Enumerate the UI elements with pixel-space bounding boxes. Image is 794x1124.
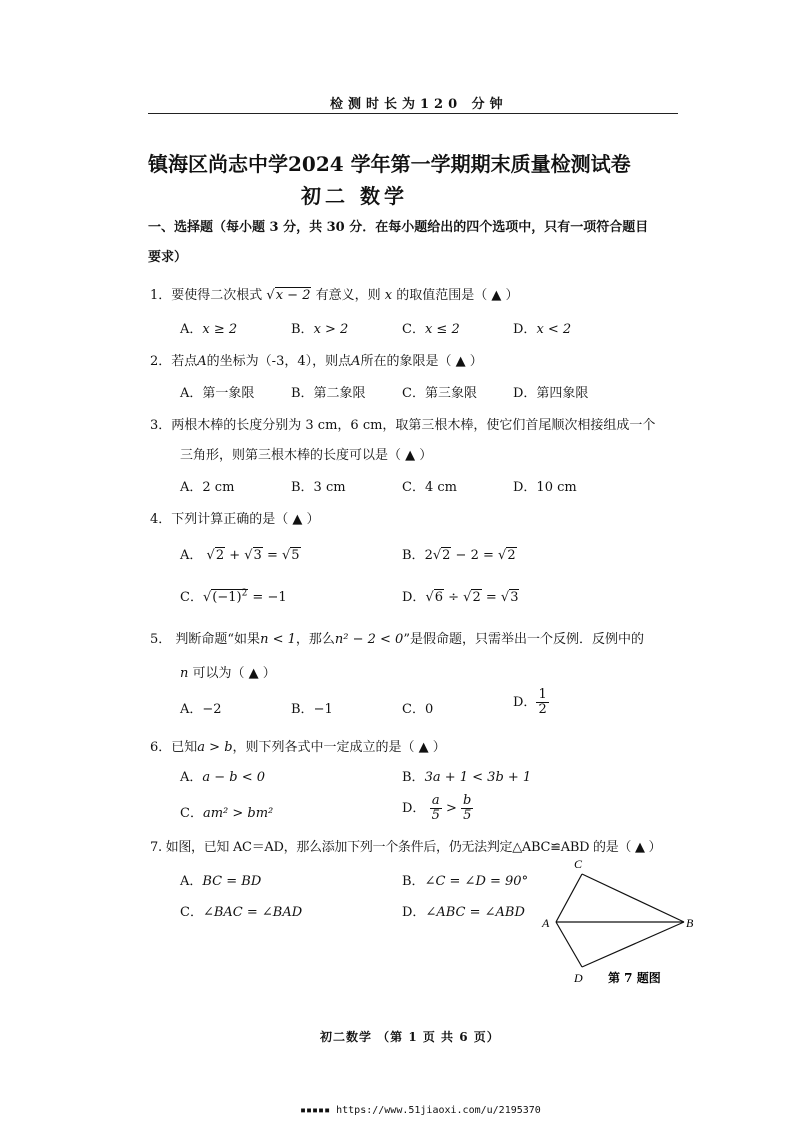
question-3-line2: 三角形，则第三根木棒的长度可以是（ ▲ ） xyxy=(180,448,433,463)
q2-option-b: B．第二象限 xyxy=(291,386,366,401)
fig-label-d: D xyxy=(574,971,583,985)
q3-option-d: D．10 cm xyxy=(513,480,577,495)
question-3-line1: 3．两根木棒的长度分别为 3 cm，6 cm，取第三根木棒，使它们首尾顺次相接组成一个 xyxy=(150,418,656,433)
q7-figure xyxy=(536,852,706,992)
question-2-stem: 2．若点A的坐标为（-3，4），则点A所在的象限是（ ▲ ） xyxy=(150,354,483,369)
q6-option-c: C．am² > bm² xyxy=(180,806,274,821)
q1-option-a: A．x ≥ 2 xyxy=(180,322,238,337)
section-heading-line2: 要求） xyxy=(148,250,188,265)
q3-option-a: A．2 cm xyxy=(180,480,235,495)
q5-option-b: B．−1 xyxy=(291,702,333,717)
q1-option-c: C．x ≤ 2 xyxy=(402,322,460,337)
q2-option-c: C．第三象限 xyxy=(402,386,477,401)
q5-option-c: C．0 xyxy=(402,702,434,717)
question-6-stem: 6．已知a > b，则下列各式中一定成立的是（ ▲ ） xyxy=(150,740,446,755)
q3-option-c: C．4 cm xyxy=(402,480,457,495)
q7-option-b: B．∠C = ∠D = 90° xyxy=(402,874,529,889)
fig-caption: 第 7 题图 xyxy=(608,971,661,985)
page-subtitle: 初二 数学 xyxy=(301,184,408,208)
q1-option-d: D．x < 2 xyxy=(513,322,572,337)
question-4-stem: 4．下列计算正确的是（ ▲ ） xyxy=(150,512,320,527)
page-title: 镇海区尚志中学2024 学年第一学期期末质量检测试卷 xyxy=(148,152,631,176)
q3-option-b: B．3 cm xyxy=(291,480,346,495)
section-heading-line1: 一、选择题（每小题 3 分，共 30 分．在每小题给出的四个选项中，只有一项符合题目 xyxy=(148,220,649,235)
q7-option-d: D．∠ABC = ∠ABD xyxy=(402,905,525,920)
fig-label-b: B xyxy=(686,916,694,930)
question-5-line1: 5． 判断命题“如果n < 1，那么n² − 2 < 0”是假命题，只需举出一个反例．反例中的 xyxy=(150,632,644,647)
q4-option-b: B．2√2 − 2 = √2 xyxy=(402,548,516,563)
header-rule xyxy=(148,113,678,114)
q6-option-b: B．3a + 1 < 3b + 1 xyxy=(402,770,532,785)
question-7-stem: 7. 如图，已知 AC＝AD，那么添加下列一个条件后，仍无法判定△ABC≌ABD 的是（ ▲ ） xyxy=(150,840,662,855)
q7-option-a: A．BC = BD xyxy=(180,874,262,889)
fig-line-db xyxy=(582,922,684,967)
q1-option-b: B．x > 2 xyxy=(291,322,349,337)
q4-option-d: D．√6 ÷ √2 = √3 xyxy=(402,590,519,605)
q6-option-d: D． $\frac{a}{5}$ > $\frac{b}{5}$ xyxy=(402,793,472,823)
fig-line-ad xyxy=(556,922,582,967)
q4-option-c: C．$√(-1)^2 = -1$ xyxy=(180,588,287,605)
exam-duration: 检测时长为120 分钟 xyxy=(330,97,508,112)
fig-line-ac xyxy=(556,874,582,922)
question-5-line2: n 可以为（ ▲ ） xyxy=(180,666,276,681)
q5-option-d: D． $\frac{1}{2}$ xyxy=(513,687,547,717)
source-watermark: ▪▪▪▪▪ https://www.51jiaoxi.com/u/2195370 xyxy=(300,1105,541,1116)
q2-option-a: A．第一象限 xyxy=(180,386,255,401)
q6-option-a: A．a − b < 0 xyxy=(180,770,266,785)
q5-option-a: A．−2 xyxy=(180,702,222,717)
question-1-stem: 1．要使得二次根式 √x − 2 有意义，则 x 的取值范围是（ ▲ ） xyxy=(150,288,519,303)
fig-line-cb xyxy=(582,874,684,922)
q4-option-a: A． √2 + √3 = √5 xyxy=(180,548,300,563)
page-footer: 初二数学 （第 1 页 共 6 页） xyxy=(320,1030,500,1044)
fig-label-a: A xyxy=(542,916,550,930)
fig-label-c: C xyxy=(574,857,583,871)
q2-option-d: D．第四象限 xyxy=(513,386,589,401)
q7-option-c: C．∠BAC = ∠BAD xyxy=(180,905,303,920)
